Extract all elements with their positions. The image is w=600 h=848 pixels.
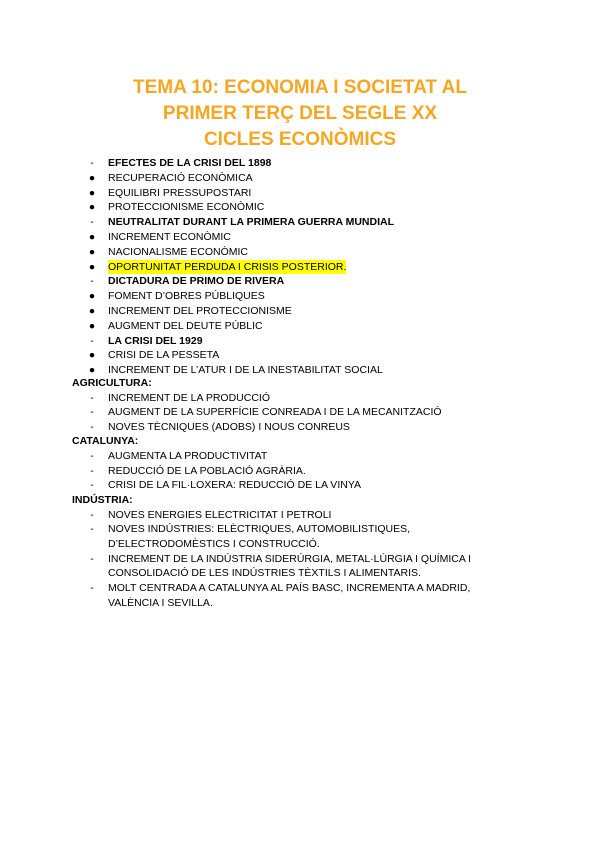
line-text: AUGMENTA LA PRODUCTIVITAT	[108, 450, 268, 462]
line-text: RECUPERACIÓ ECONÒMICA	[108, 171, 253, 184]
line-text: CRISI DE LA FIL·LOXERA: REDUCCIÓ DE LA VINYA	[108, 479, 362, 491]
line-text: LA CRISI DEL 1929	[108, 334, 203, 347]
line-text: INCREMENT DEL PROTECCIONISME	[108, 305, 292, 317]
title-line-1: TEMA 10: ECONOMIA I SOCIETAT AL	[133, 77, 467, 98]
list-marker: ●	[88, 319, 96, 332]
list-marker: ●	[88, 245, 96, 258]
list-marker: -	[90, 450, 94, 462]
list-marker: ●	[88, 171, 96, 184]
line-text: PROTECCIONISME ECONÒMIC	[108, 201, 265, 214]
list-marker: -	[90, 523, 94, 535]
line-text: D’ELECTRODOMÈSTICS I CONSTRUCCIÓ.	[108, 538, 320, 550]
line-text: AUGMENT DEL DEUTE PÚBLIC	[108, 319, 263, 332]
line-text: FOMENT D’OBRES PÚBLIQUES	[108, 290, 265, 303]
line-text: NOVES TÈCNIQUES (ADOBS) I NOUS CONREUS	[108, 421, 350, 433]
list-marker: -	[90, 421, 94, 433]
highlighted-text: OPORTUNITAT PERDUDA I CRISIS POSTERIOR.	[108, 260, 347, 273]
line-text: INCREMENT DE LA PRODUCCIÓ	[108, 392, 270, 404]
list-marker: ●	[88, 231, 96, 243]
line-text: MOLT CENTRADA A CATALUNYA AL PAÍS BASC, INCREMENTA A MADRID,	[108, 582, 471, 594]
line-text: NEUTRALITAT DURANT LA PRIMERA GUERRA MUNDIAL	[108, 216, 395, 229]
title-line-3: CICLES ECONÒMICS	[203, 129, 397, 150]
list-marker: ●	[88, 305, 96, 317]
line-text: INCREMENT DE L’ATUR I DE LA INESTABILITAT SOCIAL	[108, 364, 383, 377]
list-marker: ●	[88, 201, 96, 214]
line-text: AUGMENT DE LA SUPERFÍCIE CONREADA I DE LA MECANITZACIÓ	[108, 406, 442, 418]
list-marker: ●	[88, 260, 96, 273]
line-text: CATALUNYA:	[72, 435, 139, 447]
line-text: AGRICULTURA:	[72, 377, 152, 389]
list-marker: -	[90, 553, 94, 565]
list-marker: -	[90, 157, 94, 169]
list-marker: -	[90, 275, 94, 288]
list-marker: ●	[88, 186, 96, 199]
line-text: DICTADURA DE PRIMO DE RIVERA	[108, 275, 285, 288]
list-marker: -	[90, 334, 94, 347]
line-text: NACIONALISME ECONÒMIC	[108, 245, 249, 258]
line-text: VALÈNCIA I SEVILLA.	[108, 597, 213, 609]
list-marker: -	[90, 392, 94, 404]
list-marker: -	[90, 465, 94, 477]
list-marker: -	[90, 509, 94, 521]
list-marker: -	[90, 216, 94, 229]
list-marker: ●	[88, 349, 96, 362]
line-text: EFECTES DE LA CRISI DEL 1898	[108, 157, 272, 169]
line-text: NOVES ENERGIES ELECTRICITAT I PETROLI	[108, 509, 332, 521]
list-marker: ●	[88, 364, 96, 377]
line-text: REDUCCIÓ DE LA POBLACIÓ AGRÀRIA.	[108, 465, 306, 477]
line-text: CRISI DE LA PESSETA	[108, 349, 220, 362]
list-marker: ●	[88, 290, 96, 303]
line-text: INCREMENT DE LA INDÚSTRIA SIDERÚRGIA, METAL·LÚRGIA I QUÍMICA I	[108, 553, 472, 565]
line-text: INDÚSTRIA:	[72, 494, 133, 506]
line-text: EQUILIBRI PRESSUPOSTARI	[108, 186, 252, 199]
line-text: INCREMENT ECONÒMIC	[108, 231, 231, 243]
list-marker: -	[90, 582, 94, 594]
line-text: NOVES INDÚSTRIES: ELÈCTRIQUES, AUTOMOBILISTIQUES,	[108, 523, 411, 535]
list-marker: -	[90, 479, 94, 491]
list-marker: -	[90, 406, 94, 418]
line-text: CONSOLIDACIÓ DE LES INDÚSTRIES TÈXTILS I ALIMENTARIS.	[108, 567, 421, 579]
title-line-2: PRIMER TERÇ DEL SEGLE XX	[162, 103, 438, 124]
